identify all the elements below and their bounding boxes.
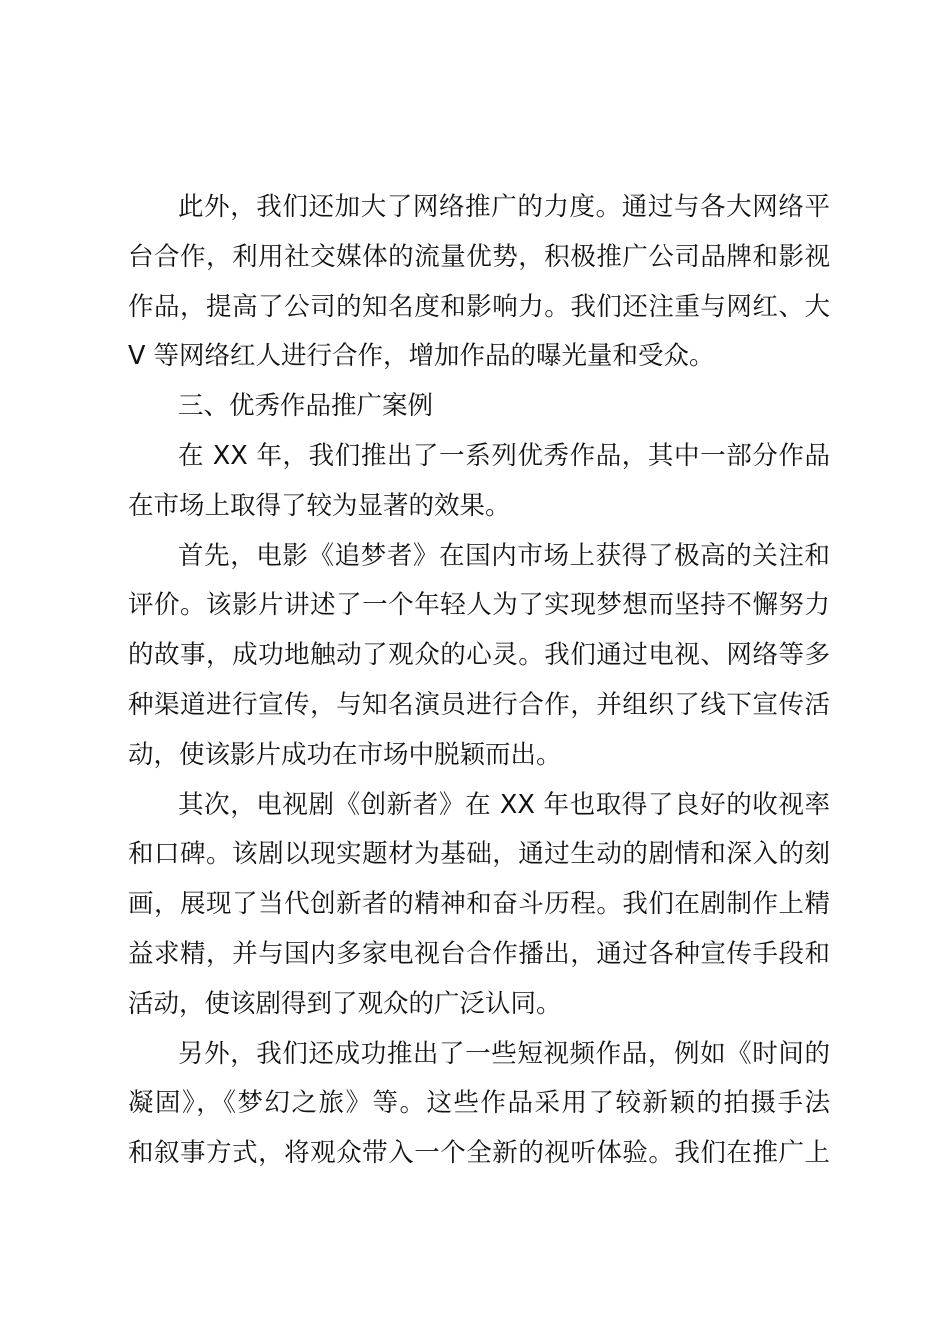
paragraph-line: 种渠道进行宣传，与知名演员进行合作，并组织了线下宣传活 — [128, 690, 830, 720]
paragraph-line: 其次，电视剧《创新者》在 XX 年也取得了良好的收视率 — [178, 789, 830, 820]
paragraph-line: 评价。该影片讲述了一个年轻人为了实现梦想而坚持不懈努力 — [128, 590, 830, 621]
paragraph-line: 动，使该影片成功在市场中脱颖而出。 — [128, 739, 562, 770]
paragraph-line: 此外，我们还加大了网络推广的力度。通过与各大网络平 — [178, 192, 830, 222]
paragraph-line: V 等网络红人进行合作，增加作品的曝光量和受众。 — [128, 341, 715, 372]
paragraph-line: 画，展现了当代创新者的精神和奋斗历程。我们在剧制作上精 — [128, 889, 830, 920]
paragraph-line: 在 XX 年，我们推出了一系列优秀作品，其中一部分作品 — [178, 441, 830, 471]
paragraph-line: 和叙事方式，将观众带入一个全新的视听体验。我们在推广上 — [128, 1138, 830, 1169]
paragraph-line: 的故事，成功地触动了观众的心灵。我们通过电视、网络等多 — [128, 640, 830, 671]
paragraph-line: 在市场上取得了较为显著的效果。 — [128, 490, 511, 521]
section-heading: 三、优秀作品推广案例 — [178, 391, 434, 422]
paragraph-line: 首先，电影《追梦者》在国内市场上获得了极高的关注和 — [178, 540, 830, 571]
paragraph-line: 台合作，利用社交媒体的流量优势，积极推广公司品牌和影视 — [128, 241, 830, 272]
paragraph-line: 另外，我们还成功推出了一些短视频作品，例如《时间的 — [178, 1038, 830, 1069]
paragraph-line: 活动，使该剧得到了观众的广泛认同。 — [128, 988, 562, 1019]
paragraph-line: 作品，提高了公司的知名度和影响力。我们还注重与网红、大 — [128, 291, 830, 322]
paragraph-line: 凝固》，《梦幻之旅》等。这些作品采用了较新颖的拍摄手法 — [128, 1088, 830, 1119]
paragraph-line: 和口碑。该剧以现实题材为基础，通过生动的剧情和深入的刻 — [128, 839, 830, 870]
paragraph-line: 益求精，并与国内多家电视台合作播出，通过各种宣传手段和 — [128, 939, 830, 969]
